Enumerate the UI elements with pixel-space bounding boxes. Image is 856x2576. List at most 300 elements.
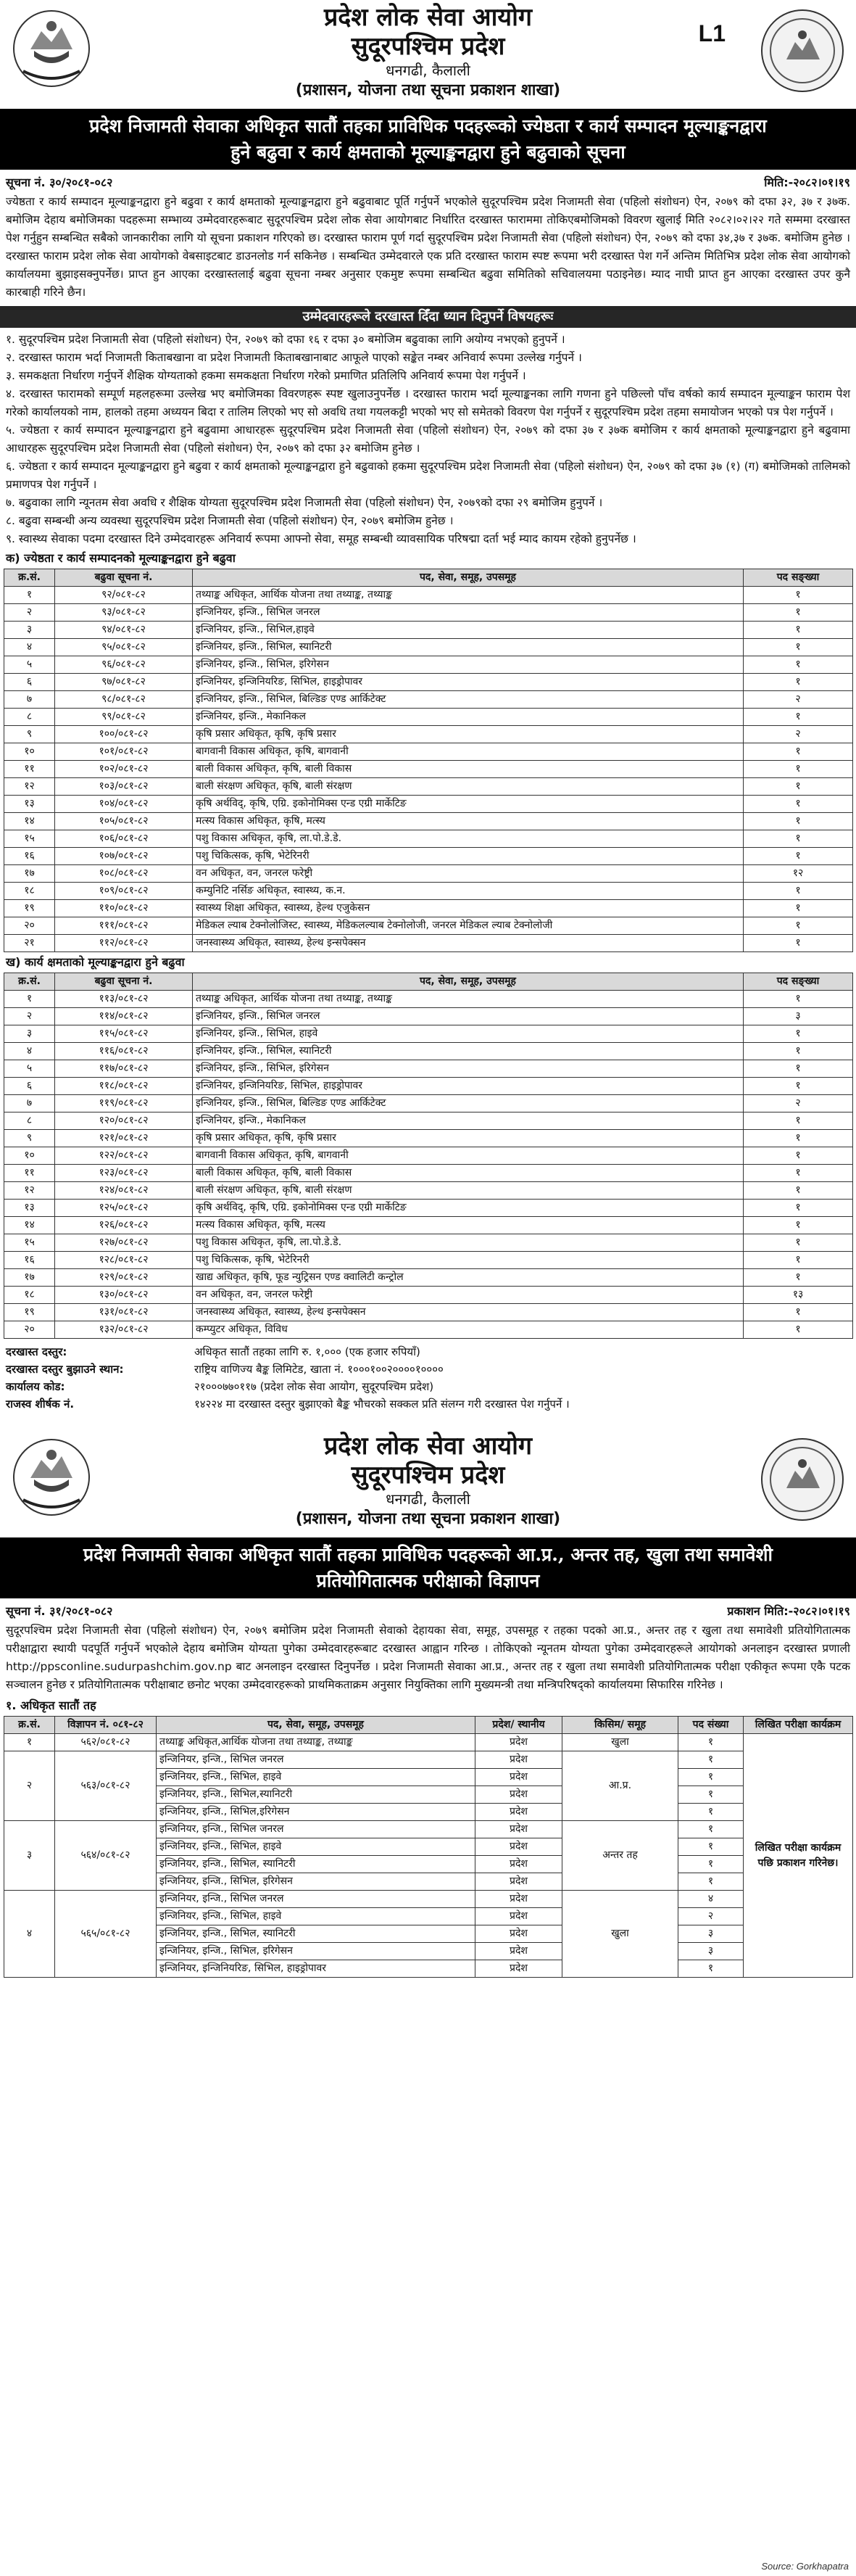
cell-count: १ bbox=[744, 848, 853, 865]
col-exam: लिखित परीक्षा कार्यक्रम bbox=[744, 1717, 853, 1734]
table-row bbox=[4, 1734, 853, 1751]
cell-count: १ bbox=[744, 1112, 853, 1130]
cell-count: १ bbox=[744, 830, 853, 848]
cell-sn: १४ bbox=[4, 813, 55, 830]
cell-sn: ४ bbox=[4, 1043, 55, 1060]
cell-count: २ bbox=[678, 1908, 744, 1925]
cell-post: इन्जिनियर, इन्जि., सिभिल, हाइवे bbox=[157, 1769, 475, 1786]
table-row bbox=[4, 848, 853, 865]
cell-post: इन्जिनियर, इन्जि., सिभिल, स्यानिटरी bbox=[157, 1856, 475, 1873]
cell-sn: ३ bbox=[4, 622, 55, 639]
cell-post: इन्जिनियर, इन्जि., सिभिल, इरिगेसन bbox=[157, 1943, 475, 1960]
cell-count: १ bbox=[744, 917, 853, 935]
branch-name: (प्रशासन, योजना तथा सूचना प्रकाशन शाखा) bbox=[295, 1510, 561, 1528]
cell-count: १ bbox=[744, 743, 853, 761]
cell-count: १ bbox=[744, 656, 853, 674]
cell-post: कृषि अर्थविद्, कृषि, एग्रि. इकोनोमिक्स एन्ड एग्री मार्केटिङ bbox=[193, 796, 744, 813]
cell-sn: २ bbox=[4, 1751, 55, 1821]
cell-count: १ bbox=[744, 1321, 853, 1339]
cell-notice-no: ९३/०८१-८२ bbox=[55, 604, 193, 622]
fee-value: अधिकृत सातौं तहका लागि रु. १,००० (एक हजार रुपियाँ) bbox=[194, 1345, 420, 1358]
cell-notice-no: १२७/०८१-८२ bbox=[55, 1234, 193, 1252]
cell-sn: ८ bbox=[4, 1112, 55, 1130]
cell-notice-no: १०२/०८१-८२ bbox=[55, 761, 193, 778]
cell-count: ३ bbox=[678, 1925, 744, 1943]
cell-post: कृषि प्रसार अधिकृत, कृषि, कृषि प्रसार bbox=[193, 726, 744, 743]
cell-sn: १९ bbox=[4, 900, 55, 917]
cell-post: पशु विकास अधिकृत, कृषि, ला.पो.डे.डे. bbox=[193, 1234, 744, 1252]
cell-sn: ८ bbox=[4, 709, 55, 726]
cell-count: १ bbox=[744, 1252, 853, 1269]
cell-count: ४ bbox=[678, 1891, 744, 1908]
cell-count: १ bbox=[744, 883, 853, 900]
table-row bbox=[4, 1751, 853, 1769]
cell-post: इन्जिनियर, इन्जि., सिभिल, इरिगेसन bbox=[193, 1060, 744, 1078]
cell-post: जनस्वास्थ्य अधिकृत, स्वास्थ्य, हेल्थ इन्सपेक्सन bbox=[193, 1304, 744, 1321]
commission-seal-icon bbox=[759, 1436, 846, 1523]
table-a-body bbox=[4, 587, 853, 952]
rule-item: ३. समकक्षता निर्धारण गर्नुपर्ने शैक्षिक योग्यताको हकमा समकक्षता निर्धारण गरेको प्रमाणित प्रतिलिपि अनिवार्य रूपमा पेश गर्नुपर्ने । bbox=[6, 369, 526, 382]
cell-sn: १ bbox=[4, 991, 55, 1008]
col-post: पद, सेवा, समूह, उपसमूह bbox=[157, 1717, 475, 1734]
cell-post: इन्जिनियर, इन्जि., सिभिल, हाइवे bbox=[157, 1908, 475, 1925]
col-sn: क्र.सं. bbox=[4, 1717, 55, 1734]
cell-sn: १६ bbox=[4, 1252, 55, 1269]
cell-region: प्रदेश bbox=[475, 1751, 562, 1769]
cell-count: १ bbox=[744, 900, 853, 917]
rule-item: ९. स्वास्थ्य सेवाका पदमा दरखास्त दिने उम्मेदवारहरू अनिवार्य रूपमा आफ्नो सेवा, समूह सम्बन्धी व्यावसायिक परिषद्मा दर्ता भई म्याद कायम रहेको हुनुपर्नेछ । bbox=[6, 532, 636, 545]
cell-post: जनस्वास्थ्य अधिकृत, स्वास्थ्य, हेल्थ इन्सपेक्सन bbox=[193, 935, 744, 952]
cell-sn: ५ bbox=[4, 656, 55, 674]
cell-sn: २० bbox=[4, 917, 55, 935]
cell-notice-no: १३१/०८१-८२ bbox=[55, 1304, 193, 1321]
cell-notice-no: ११२/०८१-८२ bbox=[55, 935, 193, 952]
cell-notice-no: १०३/०८१-८२ bbox=[55, 778, 193, 796]
notice1-intro: ज्येष्ठता र कार्य सम्पादन मूल्याङ्कनद्वारा हुने बढुवा र कार्य क्षमताको मूल्याङ्कनद्वारा हुने बढुवाबाट पूर्ति गर्नुपर्ने भएकोले सुदूरपश्चिम प्रदेश निजामती सेवा (पहिलो संशोधन) ऐन, २०७९ को दफा ३२, ३७ र ३७क. बमोजिम देहाय बमोजिमका पदहरूमा सम्भाव्य उम्मेदवारहरूबाट सुदूरपश्चिम प्रदेश लोक सेवा आयोगबाट निर्धारित दरखास्त फाराममा तोकिएबमोजिमको विवरण खुलाई मिति २०८२।०२।२२ गते सम्ममा दरखास्त पेश गर्नुहुन सम्बन्धित सबैको जानकारीका लागि यो सूचना प्रकाशन गरिएको छ। दरखास्त फाराम पूर्ण गर्दा सुदूरपश्चिम प्रदेश निजामती सेवा (पहिलो संशोधन) ऐन, २०७९ को दफा ३४,३७ र ३७क. बमोजिम हुनेछ । दरखास्त फाराम प्रदेश लोक सेवा आयोगको वेबसाइटबाट डाउनलोड गर्न सकिनेछ । सम्बन्धित उम्मेदवारले एक प्रति दरखास्त फाराम स्पष्ट रूपमा भरी दरखास्त पेश गर्ने अन्तिम मितिभित्र प्रदेश लोक सेवा आयोगको कार्यालयमा बुझाइसक्नुपर्नेछ। प्राप्त हुन आएका दरखास्तलाई बढुवा सूचना नम्बर अनुसार एकमुष्ट रूपमा सम्बन्धित बढुवा समितिको सचिवालयमा पठाइनेछ। म्याद नाघी प्राप्त हुन आएका दरखास्त उपर कुनै कारबाही गरिने छैन। bbox=[6, 195, 850, 299]
cell-post: तथ्याङ्क अधिकृत,आर्थिक योजना तथा तथ्याङ्क, तथ्याङ्क bbox=[157, 1734, 475, 1751]
cell-notice-no: १११/०८१-८२ bbox=[55, 917, 193, 935]
province-name: सुदूरपश्चिम प्रदेश bbox=[351, 32, 505, 61]
cell-post: इन्जिनियर, इन्जि., सिभिल,हाइवे bbox=[193, 622, 744, 639]
table-row bbox=[4, 1287, 853, 1304]
cell-notice-no: १०४/०८१-८२ bbox=[55, 796, 193, 813]
col-count: पद सङ्ख्या bbox=[744, 973, 853, 991]
cell-sn: १७ bbox=[4, 1269, 55, 1287]
cell-post: पशु विकास अधिकृत, कृषि, ला.पो.डे.डे. bbox=[193, 830, 744, 848]
advertisement-table bbox=[4, 1716, 853, 1978]
table-row bbox=[4, 587, 853, 604]
table-a-heading: क) ज्येष्ठता र कार्य सम्पादनको मूल्याङ्कनद्वारा हुने बढुवा bbox=[6, 551, 236, 565]
cell-notice-no: १२०/०८१-८२ bbox=[55, 1112, 193, 1130]
rule-item: २. दरखास्त फाराम भर्दा निजामती किताबखाना वा प्रदेश निजामती किताबखानाबाट आफूले पाएको सङ्केत नम्बर अनिवार्य रूपमा उल्लेख गर्नुपर्ने । bbox=[6, 351, 582, 364]
cell-post: तथ्याङ्क अधिकृत, आर्थिक योजना तथा तथ्याङ्क, तथ्याङ्क bbox=[193, 587, 744, 604]
cell-post: कृषि अर्थविद्, कृषि, एग्रि. इकोनोमिक्स एन्ड एग्री मार्केटिङ bbox=[193, 1200, 744, 1217]
cell-post: खाद्य अधिकृत, कृषि, फूड न्युट्रिसन एण्ड क्वालिटी कन्ट्रोल bbox=[193, 1269, 744, 1287]
table-row bbox=[4, 865, 853, 883]
table-row bbox=[4, 1252, 853, 1269]
notice2-title-line1: प्रदेश निजामती सेवाका अधिकृत सातौं तहका प्राविधिक पदहरूको आ.प्र., अन्तर तह, खुला तथा समावेशी bbox=[83, 1544, 773, 1565]
rule-item: ८. बढुवा सम्बन्धी अन्य व्यवस्था सुदूरपश्चिम प्रदेश निजामती सेवा (पहिलो संशोधन) ऐन, २०७९ बमोजिम हुनेछ । bbox=[6, 514, 454, 527]
cell-notice-no: १२९/०८१-८२ bbox=[55, 1269, 193, 1287]
table-row bbox=[4, 1165, 853, 1182]
col-sn: क्र.सं. bbox=[4, 973, 55, 991]
table-row bbox=[4, 900, 853, 917]
cell-count: १ bbox=[744, 1234, 853, 1252]
cell-region: प्रदेश bbox=[475, 1943, 562, 1960]
cell-notice-no: १००/०८१-८२ bbox=[55, 726, 193, 743]
notice-date: मिति:-२०८२।०१।१९ bbox=[764, 176, 850, 189]
cell-count: १ bbox=[744, 709, 853, 726]
cell-count: २ bbox=[744, 691, 853, 709]
fee-row bbox=[6, 1343, 850, 1361]
cell-count: १ bbox=[678, 1873, 744, 1891]
cell-post: कृषि प्रसार अधिकृत, कृषि, कृषि प्रसार bbox=[193, 1130, 744, 1147]
exam-schedule-note: लिखित परीक्षा कार्यक्रम पछि प्रकाशन गरिनेछ। bbox=[744, 1734, 853, 1978]
cell-post: इन्जिनियर, इन्जि., सिभिल, बिल्डिङ एण्ड आर्किटेक्ट bbox=[193, 691, 744, 709]
cell-count: १ bbox=[744, 604, 853, 622]
cell-notice-no: १२२/०८१-८२ bbox=[55, 1147, 193, 1165]
cell-count: १ bbox=[678, 1821, 744, 1838]
cell-post: मत्स्य विकास अधिकृत, कृषि, मत्स्य bbox=[193, 813, 744, 830]
cell-post: बाली विकास अधिकृत, कृषि, बाली विकास bbox=[193, 761, 744, 778]
cell-post: मेडिकल ल्याब टेक्नोलोजिस्ट, स्वास्थ्य, मेडिकलल्याब टेक्नोलोजी, जनरल मेडिकल ल्याब टेक्नोलोजी bbox=[193, 917, 744, 935]
cell-count: १ bbox=[744, 1043, 853, 1060]
cell-post: इन्जिनियर, इन्जि., सिभिल, इरिगेसन bbox=[193, 656, 744, 674]
cell-sn: २ bbox=[4, 604, 55, 622]
table-b-heading: ख) कार्य क्षमताको मूल्याङ्कनद्वारा हुने बढुवा bbox=[6, 955, 185, 969]
cell-post: कम्प्युटर अधिकृत, विविध bbox=[193, 1321, 744, 1339]
table-row bbox=[4, 778, 853, 796]
fee-row bbox=[6, 1378, 850, 1395]
cell-region: प्रदेश bbox=[475, 1769, 562, 1786]
cell-post: तथ्याङ्क अधिकृत, आर्थिक योजना तथा तथ्याङ्क, तथ्याङ्क bbox=[193, 991, 744, 1008]
table-row bbox=[4, 883, 853, 900]
col-post: पद, सेवा, समूह, उपसमूह bbox=[193, 973, 744, 991]
table-row bbox=[4, 935, 853, 952]
fee-label: राजस्व शीर्षक नं. bbox=[6, 1398, 75, 1411]
cell-sn: १६ bbox=[4, 848, 55, 865]
cell-notice-no: १२५/०८१-८२ bbox=[55, 1200, 193, 1217]
cell-post: वन अधिकृत, वन, जनरल फरेष्ट्री bbox=[193, 1287, 744, 1304]
cell-post: बाली संरक्षण अधिकृत, कृषि, बाली संरक्षण bbox=[193, 1182, 744, 1200]
cell-count: १ bbox=[744, 674, 853, 691]
table-row bbox=[4, 604, 853, 622]
cell-count: १ bbox=[744, 1147, 853, 1165]
table-row bbox=[4, 1147, 853, 1165]
notice2-title bbox=[0, 1537, 856, 1598]
col-sn: क्र.सं. bbox=[4, 569, 55, 587]
table-a bbox=[4, 569, 853, 952]
cell-sn: १ bbox=[4, 1734, 55, 1751]
table-row bbox=[4, 1043, 853, 1060]
table-row bbox=[4, 917, 853, 935]
cell-post: इन्जिनियर, इन्जि., सिभिल जनरल bbox=[157, 1751, 475, 1769]
table-b-body bbox=[4, 991, 853, 1339]
cell-count: १ bbox=[744, 1130, 853, 1147]
cell-post: इन्जिनियर, इन्जि., सिभिल जनरल bbox=[193, 1008, 744, 1025]
cell-post: इन्जिनियर, इन्जिनियरिङ, सिभिल, हाइड्रोपावर bbox=[193, 674, 744, 691]
branch-name: (प्रशासन, योजना तथा सूचना प्रकाशन शाखा) bbox=[295, 81, 561, 99]
cell-sn: ६ bbox=[4, 1078, 55, 1095]
col-region: प्रदेश/ स्थानीय bbox=[475, 1717, 562, 1734]
cell-ad-no: ५६४/०८१-८२ bbox=[55, 1821, 157, 1891]
cell-notice-no: १२३/०८१-८२ bbox=[55, 1165, 193, 1182]
cell-region: प्रदेश bbox=[475, 1804, 562, 1821]
cell-notice-no: १०१/०८१-८२ bbox=[55, 743, 193, 761]
cell-count: १ bbox=[744, 1025, 853, 1043]
cell-notice-no: १२४/०८१-८२ bbox=[55, 1182, 193, 1200]
notice1-title bbox=[0, 109, 856, 170]
table-row bbox=[4, 991, 853, 1008]
cell-sn: ९ bbox=[4, 1130, 55, 1147]
table-row bbox=[4, 709, 853, 726]
notice2-intro: सुदूरपश्चिम प्रदेश निजामती सेवा (पहिलो संशोधन) ऐन, २०७९ बमोजिम प्रदेश निजामती सेवाको देहायका सेवा, समूह, उपसमूह र तहका पदको आ.प्र., अन्तर तह र खुला तथा समावेशी प्रतियोगितात्मक परीक्षाद्वारा स्थायी पदपूर्ति गर्नुपर्ने भएकोले देहाय बमोजिम योग्यता पुगेका उम्मेदवारहरूबाट दरखास्त आह्वान गरिन्छ । तोकिएको न्यूनतम योग्यता पुगेका उम्मेदवारहरूले आयोगको अनलाइन दरखास्त प्रणाली http://ppsconline.sudurpashchim.gov.np बाट अनलाइन दरखास्त दिनुपर्नेछ । प्रदेश निजामती सेवाका आ.प्र., अन्तर तह र खुला तथा समावेशी प्रतियोगितात्मक परीक्षा एकीकृत रूपमा एकै पटक सञ्चालन हुनेछ र प्रतियोगितात्मक परीक्षाबाट छनोट भएका उम्मेदवारहरूको प्राथमिकताक्रम अनुसार नियुक्तिका लागि मुख्यमन्त्री तथा मन्त्रिपरिषद्को कार्यालयमा सिफारिस गरिनेछ । bbox=[6, 1624, 850, 1691]
table-row bbox=[4, 726, 853, 743]
cell-sn: ५ bbox=[4, 1060, 55, 1078]
notice-number: सूचना नं. ३०/२०८१-०८२ bbox=[6, 176, 113, 189]
cell-notice-no: ११९/०८१-८२ bbox=[55, 1095, 193, 1112]
cell-sn: ११ bbox=[4, 761, 55, 778]
cell-count: १ bbox=[744, 622, 853, 639]
cell-post: इन्जिनियर, इन्जि., सिभिल, हाइवे bbox=[193, 1025, 744, 1043]
cell-post: इन्जिनियर, इन्जि., सिभिल, स्यानिटरी bbox=[193, 639, 744, 656]
rule-item: ७. बढुवाका लागि न्यूनतम सेवा अवधि र शैक्षिक योग्यता सुदूरपश्चिम प्रदेश निजामती सेवा (पहिलो संशोधन) ऐन, २०७९को दफा २९ बमोजिम हुनुपर्ने । bbox=[6, 496, 603, 509]
notice1-header bbox=[0, 0, 856, 109]
cell-region: प्रदेश bbox=[475, 1838, 562, 1856]
cell-post: पशु चिकित्सक, कृषि, भेटेरिनरी bbox=[193, 848, 744, 865]
cell-count: १३ bbox=[744, 1287, 853, 1304]
notice1-title-line2: हुने बढुवा र कार्य क्षमताको मूल्याङ्कनद्वारा हुने बढुवाको सूचना bbox=[230, 141, 626, 162]
cell-sn: ४ bbox=[4, 639, 55, 656]
cell-post: इन्जिनियर, इन्जि., सिभिल, हाइवे bbox=[157, 1838, 475, 1856]
fee-label: दरखास्त दस्तुर बुझाउने स्थान: bbox=[6, 1363, 124, 1376]
cell-count: २ bbox=[744, 1095, 853, 1112]
rules-list bbox=[0, 331, 856, 548]
cell-count: १ bbox=[678, 1751, 744, 1769]
cell-notice-no: ११४/०८१-८२ bbox=[55, 1008, 193, 1025]
cell-notice-no: १२८/०८१-८२ bbox=[55, 1252, 193, 1269]
table-b bbox=[4, 973, 853, 1339]
cell-count: १ bbox=[744, 935, 853, 952]
rule-item: ४. दरखास्त फारामको सम्पूर्ण महलहरूमा उल्लेख भए बमोजिमका विवरणहरू स्पष्ट खुलाउनुपर्नेछ । दरखास्त फाराम भर्दा मूल्याङ्कनका लागि गणना हुने पछिल्लो पाँच वर्षको कार्य सम्पादन मूल्याङ्कन फाराम पेश गरेको कार्यालयको नाम, हालको तहमा अध्ययन बिदा र तालिम लिएको भए सो अवधि तथा गयलकट्टी भएको भए सो समेतको विवरण पेश गर्नुपर्ने र सुदूरपश्चिम प्रदेश तहमा समायोजन भएको पत्र पेश गर्नुपर्ने । bbox=[6, 387, 850, 418]
cell-count: १२ bbox=[744, 865, 853, 883]
cell-sn: १३ bbox=[4, 1200, 55, 1217]
cell-count: १ bbox=[744, 587, 853, 604]
cell-count: १ bbox=[744, 1200, 853, 1217]
table-row bbox=[4, 622, 853, 639]
cell-sn: ३ bbox=[4, 1821, 55, 1891]
notice1-meta bbox=[0, 170, 856, 191]
cell-sn: १८ bbox=[4, 1287, 55, 1304]
cell-count: १ bbox=[744, 1078, 853, 1095]
cell-post: इन्जिनियर, इन्जि., सिभिल, इरिगेसन bbox=[157, 1873, 475, 1891]
cell-count: १ bbox=[744, 796, 853, 813]
cell-notice-no: ११५/०८१-८२ bbox=[55, 1025, 193, 1043]
cell-notice-no: १३२/०८१-८२ bbox=[55, 1321, 193, 1339]
table-row bbox=[4, 1025, 853, 1043]
cell-count: १ bbox=[744, 1304, 853, 1321]
cell-ad-no: ५६५/०८१-८२ bbox=[55, 1891, 157, 1978]
cell-region: प्रदेश bbox=[475, 1786, 562, 1804]
fee-value: २१०००७७०११७ (प्रदेश लोक सेवा आयोग, सुदूरपश्चिम प्रदेश) bbox=[194, 1380, 434, 1393]
table-row bbox=[4, 743, 853, 761]
notice2-header bbox=[0, 1429, 856, 1537]
cell-region: प्रदेश bbox=[475, 1960, 562, 1978]
cell-notice-no: ११६/०८१-८२ bbox=[55, 1043, 193, 1060]
cell-kind: खुला bbox=[562, 1734, 678, 1751]
table-row bbox=[4, 1008, 853, 1025]
cell-sn: १४ bbox=[4, 1217, 55, 1234]
cell-notice-no: १०५/०८१-८२ bbox=[55, 813, 193, 830]
place-name: धनगढी, कैलाली bbox=[386, 62, 470, 79]
table-row bbox=[4, 1060, 853, 1078]
col-notice-no: बढुवा सूचना नं. bbox=[55, 569, 193, 587]
col-count: पद सङ्ख्या bbox=[744, 569, 853, 587]
fee-value: राष्ट्रिय वाणिज्य बैङ्क लिमिटेड, खाता नं. १०००१००२००००१०००० bbox=[194, 1363, 444, 1376]
cell-count: १ bbox=[744, 639, 853, 656]
cell-notice-no: ९२/०८१-८२ bbox=[55, 587, 193, 604]
cell-count: १ bbox=[744, 991, 853, 1008]
cell-post: इन्जिनियर, इन्जि., सिभिल जनरल bbox=[157, 1821, 475, 1838]
cell-post: इन्जिनियर, इन्जि., सिभिल,स्यानिटरी bbox=[157, 1786, 475, 1804]
cell-sn: २१ bbox=[4, 935, 55, 952]
col-kind: किसिम/ समूह bbox=[562, 1717, 678, 1734]
fee-row bbox=[6, 1361, 850, 1378]
cell-count: १ bbox=[744, 1217, 853, 1234]
cell-notice-no: १०८/०८१-८२ bbox=[55, 865, 193, 883]
cell-count: १ bbox=[744, 1060, 853, 1078]
rule-item: ५. ज्येष्ठता र कार्य सम्पादन मूल्याङ्कनद्वारा हुने बढुवामा आधारहरू सुदूरपश्चिम प्रदेश निजामती सेवा (पहिलो संशोधन) ऐन, २०७९ को दफा ३७ र ३७क बमोजिम र कार्य क्षमताको मूल्याङ्कनद्वारा हुने बढुवामा आधारहरू सुदूरपश्चिम प्रदेश निजामती सेवा (पहिलो संशोधन) ऐन, २०७९ को दफा ३२ बमोजिम हुनेछ । bbox=[6, 424, 850, 455]
table-row bbox=[4, 1269, 853, 1287]
cell-notice-no: ९४/०८१-८२ bbox=[55, 622, 193, 639]
cell-count: १ bbox=[678, 1856, 744, 1873]
notice-number: सूचना नं. ३१/२०८१-०८२ bbox=[6, 1604, 113, 1618]
cell-notice-no: १०९/०८१-८२ bbox=[55, 883, 193, 900]
col-count: पद संख्या bbox=[678, 1717, 744, 1734]
cell-region: प्रदेश bbox=[475, 1925, 562, 1943]
cell-kind: आ.प्र. bbox=[562, 1751, 678, 1821]
table-row bbox=[4, 761, 853, 778]
cell-sn: १२ bbox=[4, 778, 55, 796]
cell-count: १ bbox=[744, 778, 853, 796]
cell-sn: १५ bbox=[4, 830, 55, 848]
cell-post: मत्स्य विकास अधिकृत, कृषि, मत्स्य bbox=[193, 1217, 744, 1234]
cell-region: प्रदेश bbox=[475, 1873, 562, 1891]
table-row bbox=[4, 1112, 853, 1130]
place-name: धनगढी, कैलाली bbox=[386, 1490, 470, 1508]
cell-notice-no: १२१/०८१-८२ bbox=[55, 1130, 193, 1147]
cell-notice-no: ११३/०८१-८२ bbox=[55, 991, 193, 1008]
cell-sn: २० bbox=[4, 1321, 55, 1339]
cell-count: १ bbox=[744, 1165, 853, 1182]
cell-post: स्वास्थ्य शिक्षा अधिकृत, स्वास्थ्य, हेल्थ एजुकेसन bbox=[193, 900, 744, 917]
table-row bbox=[4, 830, 853, 848]
fee-label: दरखास्त दस्तुर: bbox=[6, 1345, 67, 1358]
table-row bbox=[4, 1891, 853, 1908]
cell-notice-no: ११७/०८१-८२ bbox=[55, 1060, 193, 1078]
cell-count: १ bbox=[678, 1786, 744, 1804]
cell-post: बाली संरक्षण अधिकृत, कृषि, बाली संरक्षण bbox=[193, 778, 744, 796]
cell-count: १ bbox=[678, 1838, 744, 1856]
rule-item: १. सुदूरपश्चिम प्रदेश निजामती सेवा (पहिलो संशोधन) ऐन, २०७९ को दफा १६ र दफा ३० बमोजिम बढुवाका लागि अयोग्य नभएको हुनुपर्ने । bbox=[6, 333, 565, 346]
cell-post: बागवानी विकास अधिकृत, कृषि, बागवानी bbox=[193, 743, 744, 761]
cell-sn: ३ bbox=[4, 1025, 55, 1043]
cell-notice-no: ९७/०८१-८२ bbox=[55, 674, 193, 691]
cell-post: बाली विकास अधिकृत, कृषि, बाली विकास bbox=[193, 1165, 744, 1182]
province-name: सुदूरपश्चिम प्रदेश bbox=[351, 1461, 505, 1490]
cell-post: इन्जिनियर, इन्जि., सिभिल जनरल bbox=[193, 604, 744, 622]
table-row bbox=[4, 1234, 853, 1252]
cell-sn: ९ bbox=[4, 726, 55, 743]
commission-seal-icon bbox=[759, 7, 846, 94]
cell-post: इन्जिनियर, इन्जि., मेकानिकल bbox=[193, 1112, 744, 1130]
cell-sn: १५ bbox=[4, 1234, 55, 1252]
table-row bbox=[4, 1821, 853, 1838]
cell-kind: खुला bbox=[562, 1891, 678, 1978]
notice2-title-line2: प्रतियोगितात्मक परीक्षाको विज्ञापन bbox=[316, 1570, 540, 1591]
notice2-section-label: १. अधिकृत सातौं तह bbox=[6, 1698, 96, 1712]
fee-details bbox=[0, 1339, 856, 1413]
cell-post: बागवानी विकास अधिकृत, कृषि, बागवानी bbox=[193, 1147, 744, 1165]
fee-label: कार्यालय कोड: bbox=[6, 1380, 65, 1393]
cell-notice-no: १०६/०८१-८२ bbox=[55, 830, 193, 848]
cell-sn: ६ bbox=[4, 674, 55, 691]
col-post: पद, सेवा, समूह, उपसमूह bbox=[193, 569, 744, 587]
cell-post: इन्जिनियर, इन्जि., सिभिल, स्यानिटरी bbox=[157, 1925, 475, 1943]
notice-date: प्रकाशन मिति:-२०८२।०१।१९ bbox=[727, 1604, 850, 1618]
cell-region: प्रदेश bbox=[475, 1734, 562, 1751]
cell-count: १ bbox=[678, 1804, 744, 1821]
table-row bbox=[4, 813, 853, 830]
table-row bbox=[4, 1182, 853, 1200]
cell-ad-no: ५६२/०८१-८२ bbox=[55, 1734, 157, 1751]
cell-post: इन्जिनियर, इन्जिनियरिङ, सिभिल, हाइड्रोपावर bbox=[193, 1078, 744, 1095]
cell-region: प्रदेश bbox=[475, 1821, 562, 1838]
fee-value: १४२२४ मा दरखास्त दस्तुर बुझाएको बैङ्क भौचरको सक्कल प्रति संलग्न गरी दरखास्त पेश गर्नुपर्ने । bbox=[194, 1398, 570, 1411]
commission-name: प्रदेश लोक सेवा आयोग bbox=[323, 1432, 533, 1461]
cell-post: पशु चिकित्सक, कृषि, भेटेरिनरी bbox=[193, 1252, 744, 1269]
table-row bbox=[4, 1304, 853, 1321]
cell-post: इन्जिनियर, इन्जि., सिभिल, स्यानिटरी bbox=[193, 1043, 744, 1060]
col-ad-no: विज्ञापन नं. ०८१-८२ bbox=[55, 1717, 157, 1734]
cell-region: प्रदेश bbox=[475, 1891, 562, 1908]
source-credit: Source: Gorkhapatra bbox=[761, 2561, 849, 2572]
cell-sn: १८ bbox=[4, 883, 55, 900]
cell-notice-no: ११०/०८१-८२ bbox=[55, 900, 193, 917]
cell-sn: १२ bbox=[4, 1182, 55, 1200]
cell-count: ३ bbox=[744, 1008, 853, 1025]
notice2-meta bbox=[0, 1598, 856, 1620]
table-row bbox=[4, 674, 853, 691]
cell-sn: १० bbox=[4, 743, 55, 761]
cell-count: १ bbox=[744, 1269, 853, 1287]
cell-count: ३ bbox=[678, 1943, 744, 1960]
col-notice-no: बढुवा सूचना नं. bbox=[55, 973, 193, 991]
page-badge: L1 bbox=[698, 20, 726, 46]
cell-sn: १७ bbox=[4, 865, 55, 883]
cell-sn: ७ bbox=[4, 1095, 55, 1112]
cell-count: २ bbox=[744, 726, 853, 743]
cell-sn: ११ bbox=[4, 1165, 55, 1182]
cell-region: प्रदेश bbox=[475, 1908, 562, 1925]
cell-notice-no: ९६/०८१-८२ bbox=[55, 656, 193, 674]
cell-notice-no: ९५/०८१-८२ bbox=[55, 639, 193, 656]
cell-notice-no: ९९/०८१-८२ bbox=[55, 709, 193, 726]
cell-sn: ७ bbox=[4, 691, 55, 709]
table-row bbox=[4, 796, 853, 813]
rules-heading: उम्मेदवारहरूले दरखास्त दिँदा ध्यान दिनुपर्ने विषयहरूः bbox=[0, 306, 856, 328]
cell-post: इन्जिनियर, इन्जि., मेकानिकल bbox=[193, 709, 744, 726]
